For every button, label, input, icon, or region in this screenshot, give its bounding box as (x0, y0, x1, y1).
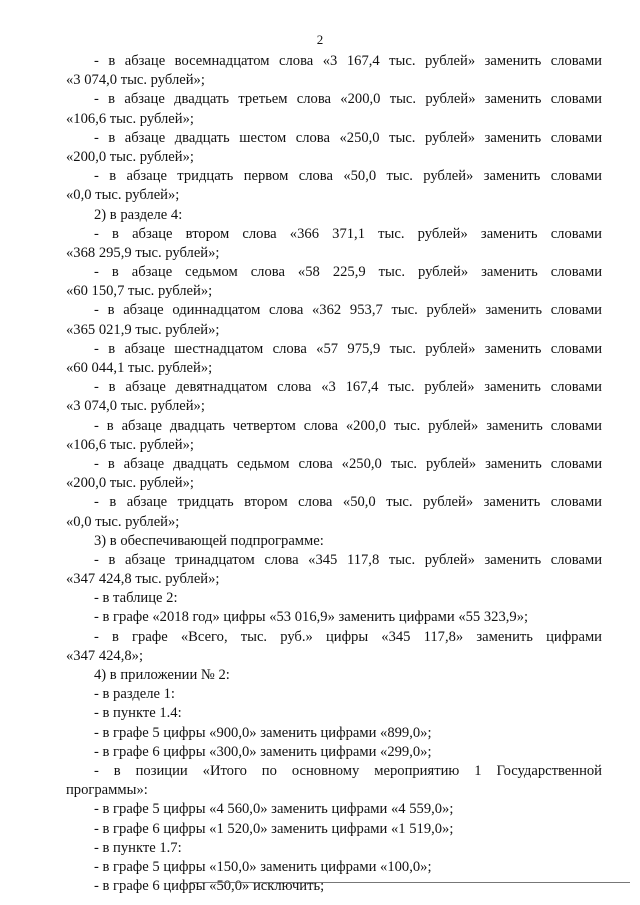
text-line: - в позиции «Итого по основному мероприятию 1 Государственной (94, 762, 602, 779)
text-line: - в пункте 1.7: (94, 839, 182, 856)
text-line: программы»: (66, 782, 148, 799)
text-line: - в графе 6 цифры «50,0» исключить; (94, 878, 325, 895)
text-line: - в абзаце двадцать третьем слова «200,0 тыс. рублей» заменить словами (94, 91, 602, 108)
text-line: - в абзаце тринадцатом слова «345 117,8 тыс. рублей» заменить словами (94, 551, 602, 568)
text-line: - в абзаце двадцать седьмом слова «250,0 тыс. рублей» заменить словами (94, 455, 602, 472)
text-line: - в абзаце тридцать первом слова «50,0 тыс. рублей» заменить словами (94, 168, 602, 185)
text-line: «200,0 тыс. рублей»; (66, 475, 194, 492)
text-line: - в таблице 2: (94, 590, 178, 607)
text-line: «347 424,8»; (66, 647, 144, 664)
text-line: - в пункте 1.4: (94, 705, 182, 722)
text-line: - в графе 6 цифры «1 520,0» заменить цифрами «1 519,0»; (94, 820, 454, 837)
text-line: - в графе «2018 год» цифры «53 016,9» заменить цифрами «55 323,9»; (94, 609, 529, 626)
text-line: «368 295,9 тыс. рублей»; (66, 244, 220, 261)
text-line: - в абзаце шестнадцатом слова «57 975,9 тыс. рублей» заменить словами (94, 340, 602, 357)
text-line: - в абзаце восемнадцатом слова «3 167,4 тыс. рублей» заменить словами (94, 53, 602, 69)
text-line: 3) в обеспечивающей подпрограмме: (94, 532, 324, 549)
text-line: «200,0 тыс. рублей»; (66, 148, 194, 165)
text-line: «60 150,7 тыс. рублей»; (66, 283, 213, 300)
text-line: - в абзаце двадцать четвертом слова «200,0 тыс. рублей» заменить словами (94, 417, 602, 434)
text-line: - в абзаце втором слова «366 371,1 тыс. рублей» заменить словами (94, 225, 602, 242)
text-line: - в абзаце седьмом слова «58 225,9 тыс. рублей» заменить словами (94, 264, 602, 281)
text-line: «365 021,9 тыс. рублей»; (66, 321, 220, 338)
text-line: 4) в приложении № 2: (94, 667, 230, 683)
text-line: - в графе «Всего, тыс. руб.» цифры «345 117,8» заменить цифрами (94, 628, 602, 645)
text-line: - в графе 5 цифры «150,0» заменить цифрами «100,0»; (94, 858, 432, 875)
text-line: - в графе 6 цифры «300,0» заменить цифрами «299,0»; (94, 743, 432, 760)
text-line: «106,6 тыс. рублей»; (66, 110, 194, 127)
text-line: «347 424,8 тыс. рублей»; (66, 571, 220, 588)
text-line: - в абзаце двадцать шестом слова «250,0 тыс. рублей» заменить словами (94, 129, 602, 146)
text-line: «3 074,0 тыс. рублей»; (66, 72, 205, 89)
text-line: - в разделе 1: (94, 686, 175, 703)
text-line: «0,0 тыс. рублей»; (66, 187, 180, 204)
document-body (66, 52, 602, 896)
text-line: «106,6 тыс. рублей»; (66, 436, 194, 453)
text-line: - в абзаце тридцать втором слова «50,0 тыс. рублей» заменить словами (94, 494, 602, 511)
page-number: 2 (316, 32, 324, 47)
text-line: - в абзаце девятнадцатом слова «3 167,4 тыс. рублей» заменить словами (94, 379, 602, 396)
text-line: - в графе 5 цифры «4 560,0» заменить цифрами «4 559,0»; (94, 801, 454, 818)
text-line: «0,0 тыс. рублей»; (66, 513, 180, 530)
text-line: «3 074,0 тыс. рублей»; (66, 398, 205, 415)
text-line: 2) в разделе 4: (94, 206, 183, 223)
footer-rule (190, 882, 630, 883)
text-line: «60 044,1 тыс. рублей»; (66, 360, 213, 376)
text-line: - в абзаце одиннадцатом слова «362 953,7 тыс. рублей» заменить словами (94, 302, 602, 319)
text-line: - в графе 5 цифры «900,0» заменить цифрами «899,0»; (94, 724, 432, 741)
